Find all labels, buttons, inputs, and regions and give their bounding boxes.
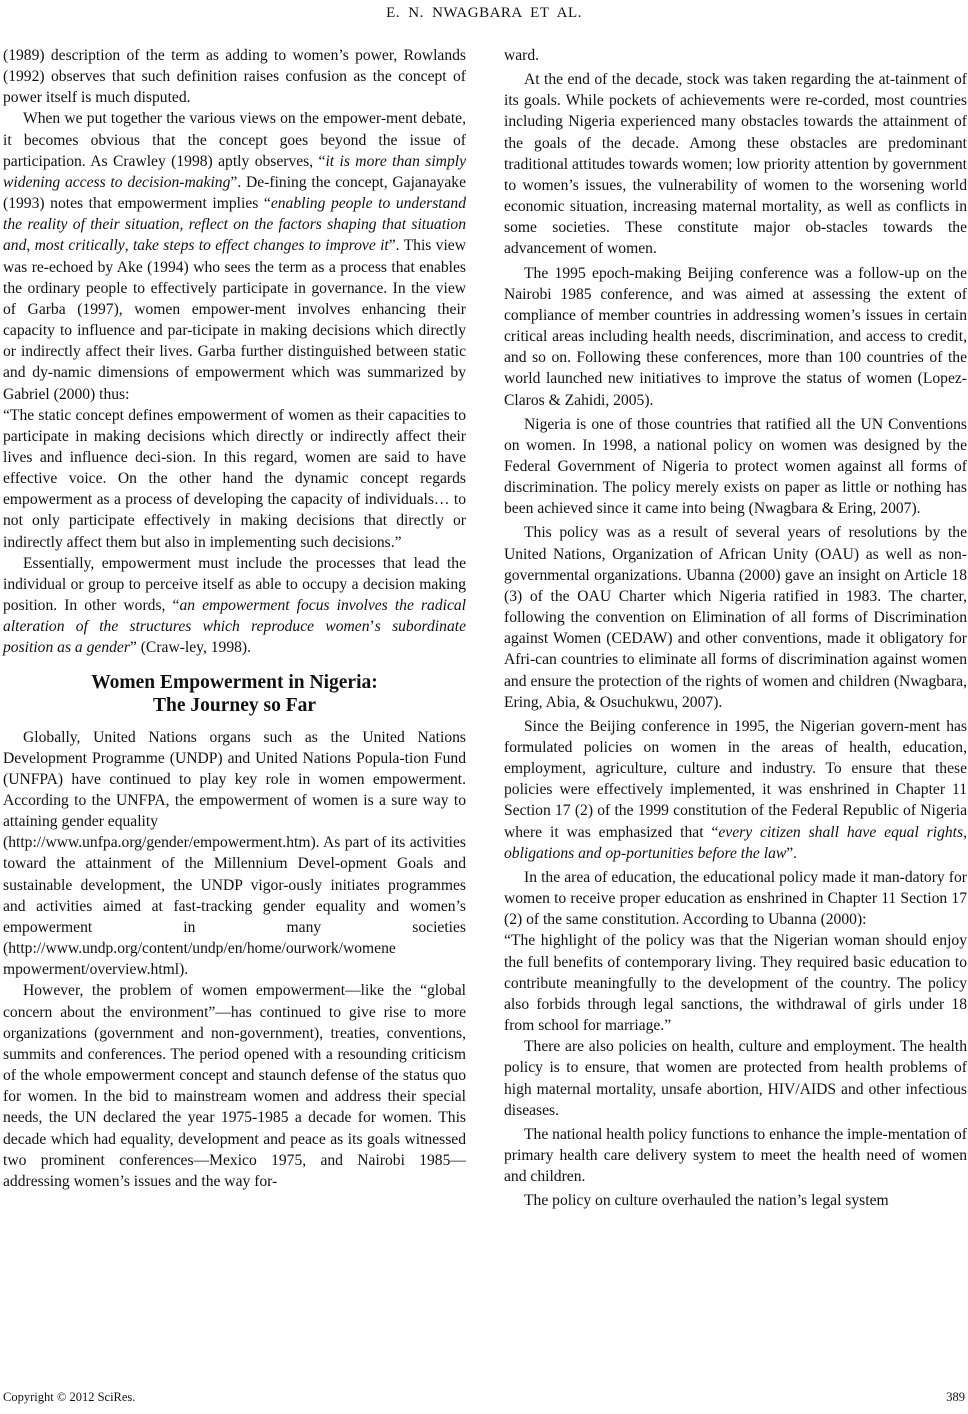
section-heading: Women Empowerment in Nigeria: The Journey so Far [91,671,378,716]
paragraph: (http://www.unfpa.org/gender/empowerment.htm). As part of its activities toward the attainment of the Millennium Devel-opment Goals and sustainable development, the UNDP vigor-ously initiates programmes and activities aimed at fast-tracking gender equality and women’s empowerment in many societies (http://www.undp.org/content/undp/en/home/ourwork/womene mpowerment/overview.html). [3,834,466,979]
page-number: 389 [946,1390,965,1404]
copyright-notice: Copyright © 2012 SciRes. [3,1390,136,1404]
block-quote: “The static concept defines empowerment of women as their capacities to participate in making decisions which directly or indirectly affect their lives and influence deci-sion. In this regard, women are said to have effective voice. On the other hand the dynamic concept regards empowerment as a process of developing the capacity of individuals… to not only participate effectively in making decisions that directly or indirectly affect them but also in implementing such decisions.” [3,406,466,551]
paragraph: The 1995 epoch-making Beijing conference was a follow-up on the Nairobi 1985 conference, and was aimed at assessing the extent of compliance of member countries in addressing women’s issues in certain critical areas including health needs, discrimination, and access to credit, and so on. Following these conferences, more than 100 countries of the world launched new initiatives to improve the status of women (Lopez-Claros & Zahidi, 2005). [504,264,967,409]
paragraph: ward. [504,47,540,64]
paragraph: However, the problem of women empowerment—like the “global concern about the environment”—has continued to give rise to more organizations (government and non-government), treaties, conventions, summits and conferences. The period opened with a resounding criticism of the whole empowerment concept and staunch defense of the status quo for women. In the bid to mainstream women and address their special needs, the UN declared the year 1975-1985 a decade for women. This decade which had equality, development and peace as its goals witnessed two prominent conferences—Mexico 1975, and Nairobi 1985—addressing women’s issues and the way for- [3,982,466,1190]
block-quote: “The highlight of the policy was that the Nigerian woman should enjoy the full benefits of contemporary living. They required basic education to contribute meaningfully to the development of the country. The policy also forbids through legal sanctions, the withdrawal of girls under 18 from school for marriage.” [504,932,967,1035]
paragraph: (1989) description of the term as adding to women’s power, Rowlands (1992) observes that such definition raises confusion as the concept of power itself is much disputed. [3,47,466,107]
running-head: E. N. NWAGBARA ET AL. [386,5,582,21]
paragraph: At the end of the decade, stock was taken regarding the at-tainment of its goals. While pockets of achievements were re-corded, most countries including Nigeria experienced many obstacles towards the attainment of the goals of the decade. Among these obstacles are predominant traditional attitudes towards women; low priority attention by government to women’s issues, the vulnerability of women to the worsening world economic situation, increasing maternal mortality, as well as conflicts in some societies. These constitute major ob-stacles towards the advancement of women. [504,71,967,258]
paragraph: The national health policy functions to enhance the imple-mentation of primary health care delivery system to meet the health need of women and children. [504,1125,967,1186]
paragraph: There are also policies on health, culture and employment. The health policy is to ensure, that women are protected from health problems of high maternal mortality, unsafe abortion, HIV/AIDS and other infectious diseases. [504,1038,967,1119]
paragraph: Nigeria is one of those countries that ratified all the UN Conventions on women. In 1998, a national policy on women was designed by the Federal Government of Nigeria to protect women against all forms of discrimination. The policy merely exists on paper as little or nothing has been achieved since it came into being (Nwagbara & Ering, 2007). [504,415,967,518]
left-column [3,45,466,1192]
paragraph: In the area of education, the educational policy made it man-datory for women to receive proper education as enshrined in Chapter 11 Section 17 (2) of the same constitution. According to Ubanna (2000): [504,868,967,929]
right-column [504,45,967,1211]
paragraph: When we put together the various views on the empower-ment debate, it becomes obvious that the concept goes beyond the issue of participation. As Crawley (1998) aptly observes, “it is more than simply widening access to decision-making”. De-fining the concept, Gajanayake (1993) notes that empowerment implies “enabling people to understand the reality of their situation, reflect on the factors shaping that situation and, most critically, take steps to effect changes to improve it”. This view was re-echoed by Ake (1994) who sees the term as a process that enables the ordinary people to effectively participate in governance. In the view of Garba (1997), women empower-ment involves enhancing their capacity to influence and par-ticipate in making decisions which directly or indirectly affect their lives. Garba further distinguished between static and dy-namic dimensions of empowerment which was summarized by Gabriel (2000) thus: [3,110,466,403]
paragraph: Essentially, empowerment must include the processes that lead the individual or group to perceive itself as able to occupy a decision making position. In other words, “an empowerment focus involves the radical alteration of the structures which reproduce women’s subordinate position as a gender” (Craw-ley, 1998). [3,554,466,657]
paragraph: Globally, United Nations organs such as the United Nations Development Programme (UNDP) and United Nations Popula-tion Fund (UNFPA) have continued to play key role in women empowerment. According to the UNFPA, the empowerment of women is a sure way to attaining gender equality [3,728,466,831]
paragraph: Since the Beijing conference in 1995, the Nigerian govern-ment has formulated policies on women in the areas of health, education, employment, agriculture, culture and industry. To ensure that these policies were effectively implemented, it was enshrined in Chapter 11 Section 17 (2) of the 1999 constitution of the Federal Republic of Nigeria where it was emphasized that “every citizen shall have equal rights, obligations and op-portunities before the law”. [504,717,967,862]
paragraph: This policy was as a result of several years of resolutions by the United Nations, Organization of African Unity (OAU) as well as non-governmental organizations. Ubanna (2000) gave an insight on Article 18 (3) of the OAU Charter which Nigeria ratified in 1983. The charter, following the convention on Elimination of all forms of Discrimination against Women (CEDAW) and other conventions, made it obligatory for Afri-can countries to eliminate all forms of discrimination against women and ensure the protection of the rights of women and children (Nwagbara, Ering, Abia, & Osuchukwu, 2007). [504,524,967,711]
paragraph: The policy on culture overhauled the nation’s legal system [524,1192,889,1210]
